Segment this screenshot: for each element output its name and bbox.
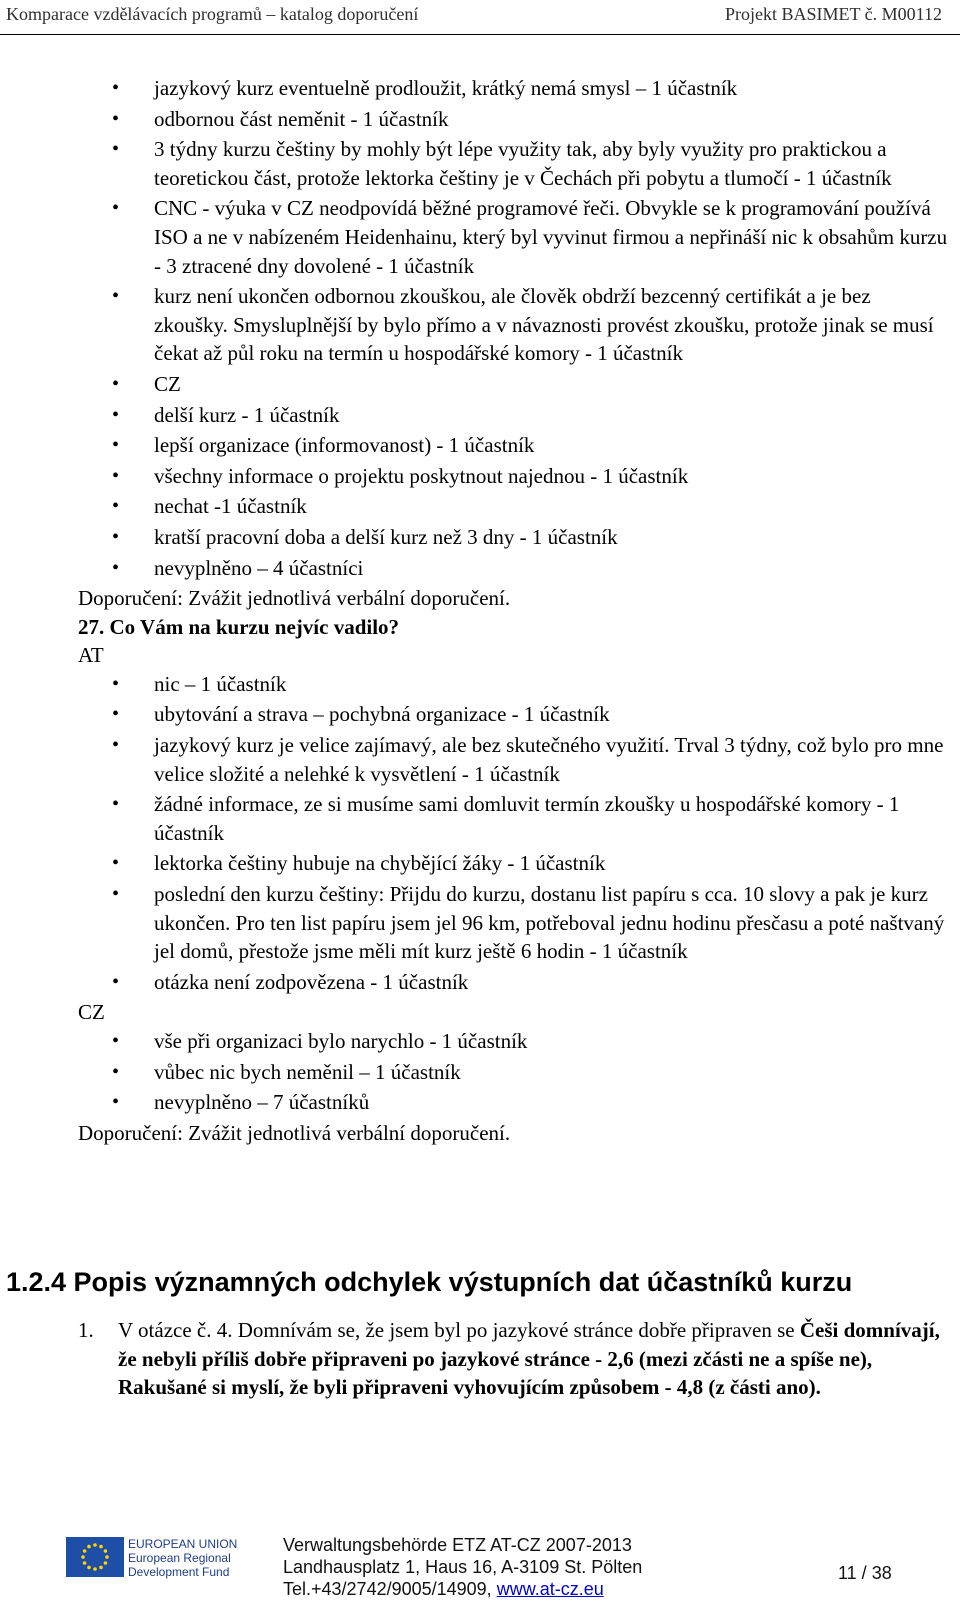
bullet-icon: • xyxy=(112,434,120,457)
bullet-icon: • xyxy=(112,525,120,548)
list-item-text: otázka není zodpovězena - 1 účastník xyxy=(154,969,469,994)
bullet-icon: • xyxy=(112,464,120,487)
footer-line xyxy=(283,1578,703,1600)
recommendation: Doporučení: Zvážit jednotlivá verbální doporučení. xyxy=(78,1120,511,1145)
list-item-text: CZ xyxy=(154,371,181,396)
list-item-text: žádné informace, ze si musíme sami domluvit termín zkoušky u hospodářské komory - 1 účastník xyxy=(154,792,900,845)
bullet-icon: • xyxy=(112,672,120,695)
bullet-icon: • xyxy=(112,138,120,161)
list-item xyxy=(78,790,948,847)
bullet-icon: • xyxy=(112,703,120,726)
item-number: 1. xyxy=(78,1318,94,1342)
list-item xyxy=(78,462,948,491)
list-item-text: 3 týdny kurzu češtiny by mohly být lépe využity tak, aby byly využity pro praktickou a teoretickou část, protože lektorka češtiny je v Čechách při pobytu a tlumočí - 1 účastník xyxy=(154,137,892,190)
page-number: 11 / 38 xyxy=(838,1563,892,1583)
list-item xyxy=(78,670,948,699)
eu-stars-icon xyxy=(66,1537,124,1577)
footer-address xyxy=(283,1534,703,1600)
logo-line: EUROPEAN UNION xyxy=(128,1537,238,1551)
cz-answers-list xyxy=(78,1027,948,1117)
list-item xyxy=(78,523,948,552)
bullet-icon: • xyxy=(112,1030,120,1052)
question-heading: 27. Co Vám na kurzu nejvíc vadilo? xyxy=(78,614,400,639)
list-item-text: nevyplněno – 4 účastníci xyxy=(154,555,364,580)
bullet-icon: • xyxy=(112,403,120,426)
bullet-icon: • xyxy=(112,77,120,99)
group-label-at: AT xyxy=(78,643,104,668)
item-body xyxy=(78,1316,948,1402)
bullet-icon: • xyxy=(112,1091,120,1114)
list-item xyxy=(78,431,948,460)
list-item-text: vše při organizaci bylo narychlo - 1 účastník xyxy=(154,1029,528,1053)
footer-line: Verwaltungsbehörde ETZ AT-CZ 2007-2013 xyxy=(283,1535,632,1555)
header-project: Projekt BASIMET č. M00112 xyxy=(724,4,942,24)
list-item-text: poslední den kurzu češtiny: Přijdu do kurzu, dostanu list papíru s cca. 10 slovy a pak je kurz ukončen. Pro ten list papíru jsem jel 96 km, potřeboval jednu hodinu přesčasu a poté naštvaný jel domů, přestože jsme měli mít kurz ještě 6 hodin - 1 účastník xyxy=(154,882,945,964)
list-item xyxy=(78,492,948,521)
list-item-text: jazykový kurz je velice zajímavý, ale bez skutečného využití. Trval 3 týdny, což bylo pro mne velice složité a nelehké k vysvětlení - 1 účastník xyxy=(154,733,944,786)
list-item xyxy=(78,194,948,280)
list-item-text: nechat -1 účastník xyxy=(154,494,307,519)
item-text: V otázce č. 4. Domnívám se, že jsem byl po jazykové stránce dobře připraven se xyxy=(118,1318,795,1342)
bullet-icon: • xyxy=(112,556,120,579)
logo-line: European Regional xyxy=(128,1551,231,1565)
list-item xyxy=(78,370,948,399)
eu-logo xyxy=(66,1537,246,1581)
list-item-text: jazykový kurz eventuelně prodloužit, krátký nemá smysl – 1 účastník xyxy=(154,76,738,100)
footer-link[interactable]: www.at-cz.eu xyxy=(496,1579,604,1599)
list-item xyxy=(78,880,948,966)
section-heading: 1.2.4 Popis významných odchylek výstupních dat účastníků kurzu xyxy=(6,1267,853,1297)
list-item-text: vůbec nic bych neměnil – 1 účastník xyxy=(154,1059,461,1084)
list-item-text: odbornou část neměnit - 1 účastník xyxy=(154,106,449,131)
logo-line: Development Fund xyxy=(128,1565,230,1579)
suggestions-list xyxy=(78,74,948,582)
list-item xyxy=(78,968,948,997)
list-item-text: delší kurz - 1 účastník xyxy=(154,402,340,427)
list-item xyxy=(78,1027,948,1056)
list-item-text: nic – 1 účastník xyxy=(154,671,287,696)
bullet-icon: • xyxy=(112,734,120,757)
bullet-icon: • xyxy=(112,495,120,518)
list-item-text: kurz není ukončen odbornou zkouškou, ale člověk obdrží bezcenný certifikát a je bez zkoušky. Smysluplnější by bylo přímo a v návaznosti provést zkoušku, protože jinak se musí čekat až půl roku na termín u hospodářské komory - 1 účastník xyxy=(154,284,934,366)
list-item xyxy=(78,105,948,134)
list-item xyxy=(78,1058,948,1087)
list-item xyxy=(78,849,948,878)
numbered-item xyxy=(78,1316,948,1402)
list-item xyxy=(78,401,948,430)
bullet-icon: • xyxy=(112,107,120,130)
bullet-icon: • xyxy=(112,883,120,906)
at-answers-list xyxy=(78,670,948,997)
list-item xyxy=(78,74,948,103)
bullet-icon: • xyxy=(112,1060,120,1083)
list-item xyxy=(78,700,948,729)
header-title: Komparace vzdělávacích programů – katalog doporučení xyxy=(6,4,419,24)
list-item-text: kratší pracovní doba a delší kurz než 3 dny - 1 účastník xyxy=(154,524,618,549)
page-header xyxy=(0,0,960,35)
eu-flag-icon xyxy=(66,1537,124,1577)
list-item-text: lektorka češtiny hubuje na chybějící žáky - 1 účastník xyxy=(154,851,606,876)
list-item-text: všechny informace o projektu poskytnout najednou - 1 účastník xyxy=(154,463,689,488)
bullet-icon: • xyxy=(112,197,120,220)
item-bold-text: Češi domnívají, že nebyli příliš dobře připraveni po jazykové stránce - 2,6 (mezi zčásti ne a spíše ne), Rakušané si myslí, že byli připraveni vyhovujícím způsobem - 4,8 (z části ano). xyxy=(118,1318,940,1400)
footer-phone: Tel.+43/2742/9005/14909, xyxy=(283,1579,497,1599)
bullet-icon: • xyxy=(112,372,120,395)
list-item-text: nevyplněno – 7 účastníků xyxy=(154,1090,370,1115)
eu-logo-text xyxy=(128,1537,237,1579)
list-item xyxy=(78,1088,948,1117)
list-item-text: ubytování a strava – pochybná organizace - 1 účastník xyxy=(154,702,610,727)
list-item xyxy=(78,282,948,368)
list-item xyxy=(78,554,948,583)
list-item-text: CNC - výuka v CZ neodpovídá běžné programové řeči. Obvykle se k programování používá ISO a ne v nabízeném Heidenhainu, který byl vyvinut firmou a nepřináší nic k obsahům kurzu - 3 ztracené dny dovolené - 1 účastník xyxy=(154,196,948,278)
list-item-text: lepší organizace (informovanost) - 1 účastník xyxy=(154,433,535,458)
bullet-icon: • xyxy=(112,970,120,993)
recommendation: Doporučení: Zvážit jednotlivá verbální doporučení. xyxy=(78,586,511,611)
bullet-icon: • xyxy=(112,793,120,816)
list-item xyxy=(78,135,948,192)
bullet-icon: • xyxy=(112,285,120,308)
footer-line: Landhausplatz 1, Haus 16, A-3109 St. Pölten xyxy=(283,1557,643,1577)
bullet-icon: • xyxy=(112,852,120,875)
group-label-cz: CZ xyxy=(78,1000,105,1025)
document-body xyxy=(78,74,948,1147)
list-item xyxy=(78,731,948,788)
